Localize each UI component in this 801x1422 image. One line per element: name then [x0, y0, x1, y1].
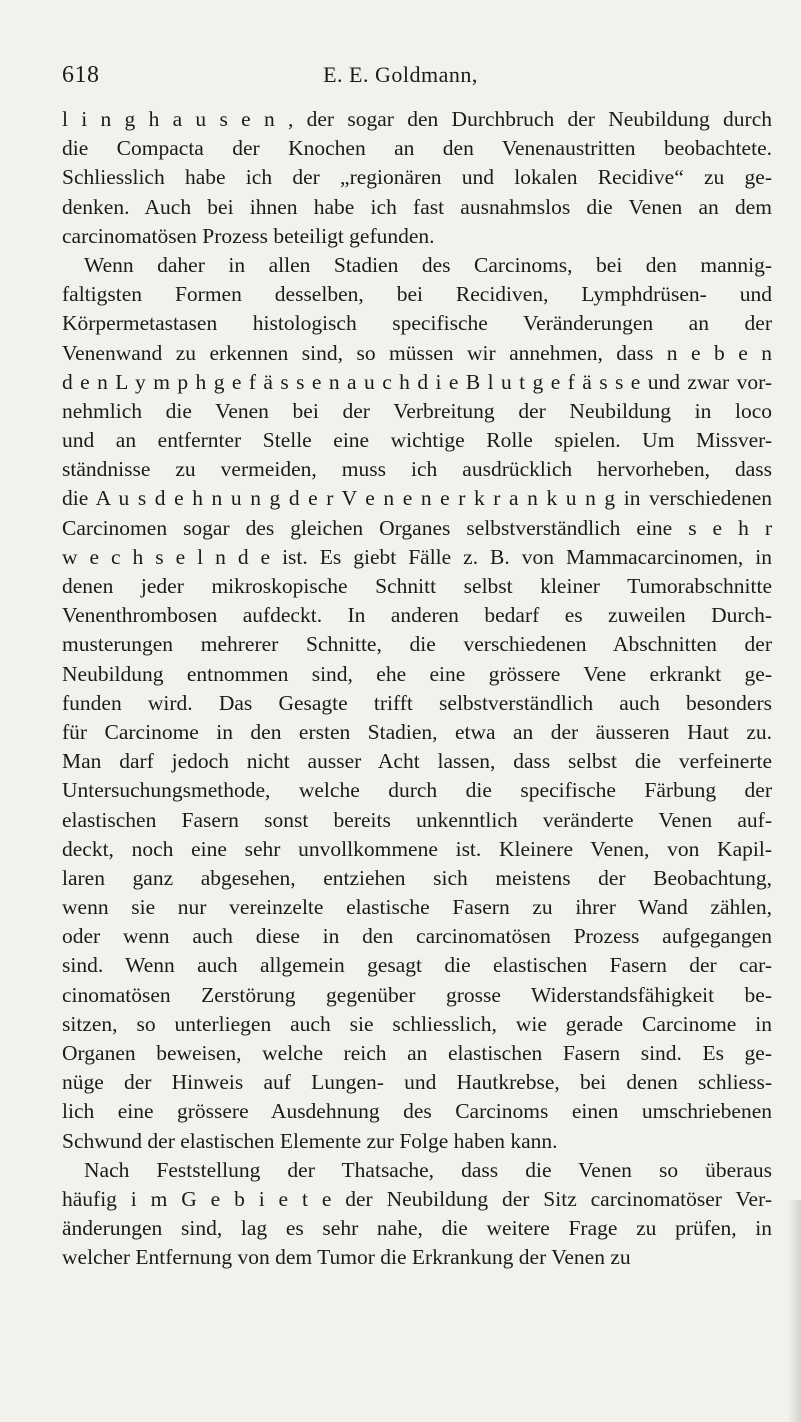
text-line: Schliesslich habe ich der „regionären und lokalen Recidive“ zu ge-: [62, 165, 772, 190]
text-line: oder wenn auch diese in den carcinomatösen Prozess aufgegangen: [62, 924, 772, 949]
text-line: für Carcinome in den ersten Stadien, etwa an der äusseren Haut zu.: [62, 719, 772, 744]
text-line: l i n g h a u s e n , der sogar den Durchbruch der Neubildung durch: [62, 107, 772, 131]
text-line: Venenwand zu erkennen sind, so müssen wir annehmen, dass n e b e n: [62, 340, 772, 365]
text-line: die Compacta der Knochen an den Venenaustritten beobachtete.: [62, 136, 772, 161]
text-line: Nach Feststellung der Thatsache, dass die Venen so überaus: [84, 1157, 772, 1182]
text-line: Organen beweisen, welche reich an elastischen Fasern sind. Es ge-: [62, 1041, 772, 1065]
text-line: nüge der Hinweis auf Lungen- und Hautkrebse, bei denen schliess-: [62, 1070, 772, 1095]
text-line: cinomatösen Zerstörung gegenüber grosse Widerstandsfähigkeit be-: [62, 982, 772, 1007]
page-number: 618: [62, 62, 100, 88]
text-line: ständnisse zu vermeiden, muss ich ausdrücklich hervorheben, dass: [62, 457, 772, 482]
text-line: denen jeder mikroskopische Schnitt selbst kleiner Tumorabschnitte: [62, 574, 772, 598]
text-line: änderungen sind, lag es sehr nahe, die weitere Frage zu prüfen, in: [62, 1216, 772, 1241]
text-line: und an entfernter Stelle eine wichtige Rolle spielen. Um Missver-: [62, 428, 772, 453]
body-text: [62, 105, 772, 1273]
text-line: Körpermetastasen histologisch specifische Veränderungen an der: [62, 311, 772, 336]
page-edge-shadow: [787, 1200, 801, 1422]
text-line: Man darf jedoch nicht ausser Acht lassen, dass selbst die verfeinerte: [62, 749, 772, 774]
text-line: deckt, noch eine sehr unvollkommene ist. Kleinere Venen, von Kapil-: [62, 836, 772, 861]
running-head: [36, 62, 765, 92]
text-line: sind. Wenn auch allgemein gesagt die elastischen Fasern der car-: [62, 953, 772, 978]
text-line: funden wird. Das Gesagte trifft selbstverständlich auch besonders: [62, 690, 772, 715]
running-head-author: E. E. Goldmann,: [323, 62, 478, 87]
text-line: d e n L y m p h g e f ä s s e n a u c h d i e B l u t g e f ä s s e und zwar vor-: [62, 369, 772, 394]
text-line: Venenthrombosen aufdeckt. In anderen bedarf es zuweilen Durch-: [62, 603, 772, 628]
text-line: faltigsten Formen desselben, bei Recidiven, Lymphdrüsen- und: [62, 282, 772, 307]
text-line: denken. Auch bei ihnen habe ich fast ausnahmslos die Venen an dem: [62, 194, 772, 219]
text-line: sitzen, so unterliegen auch sie schliesslich, wie gerade Carcinome in: [62, 1011, 772, 1036]
text-line: Neubildung entnommen sind, ehe eine grössere Vene erkrankt ge-: [62, 661, 772, 686]
text-line: musterungen mehrerer Schnitte, die verschiedenen Abschnitten der: [62, 632, 772, 657]
text-line: carcinomatösen Prozess beteiligt gefunden.: [62, 223, 435, 248]
text-line: welcher Entfernung von dem Tumor die Erkrankung der Venen zu: [62, 1245, 631, 1270]
text-line: Carcinomen sogar des gleichen Organes selbstverständlich eine s e h r: [62, 515, 772, 540]
text-line: Wenn daher in allen Stadien des Carcinoms, bei den mannig-: [84, 252, 772, 277]
text-line: laren ganz abgesehen, entziehen sich meistens der Beobachtung,: [62, 865, 772, 890]
text-line: nehmlich die Venen bei der Verbreitung der Neubildung in loco: [62, 398, 772, 423]
text-line: häufig i m G e b i e t e der Neubildung der Sitz carcinomatöser Ver-: [62, 1186, 772, 1211]
text-line: Untersuchungsmethode, welche durch die specifische Färbung der: [62, 778, 772, 803]
text-line: die A u s d e h n u n g d e r V e n e n e r k r a n k u n g in verschiedenen: [62, 486, 772, 511]
text-line: w e c h s e l n d e ist. Es giebt Fälle z. B. von Mammacarcinomen, in: [62, 544, 772, 569]
text-line: wenn sie nur vereinzelte elastische Fasern zu ihrer Wand zählen,: [62, 895, 772, 920]
text-line: lich eine grössere Ausdehnung des Carcinoms einen umschriebenen: [62, 1099, 772, 1124]
text-line: Schwund der elastischen Elemente zur Folge haben kann.: [62, 1128, 558, 1153]
text-line: elastischen Fasern sonst bereits unkenntlich veränderte Venen auf-: [62, 807, 772, 832]
